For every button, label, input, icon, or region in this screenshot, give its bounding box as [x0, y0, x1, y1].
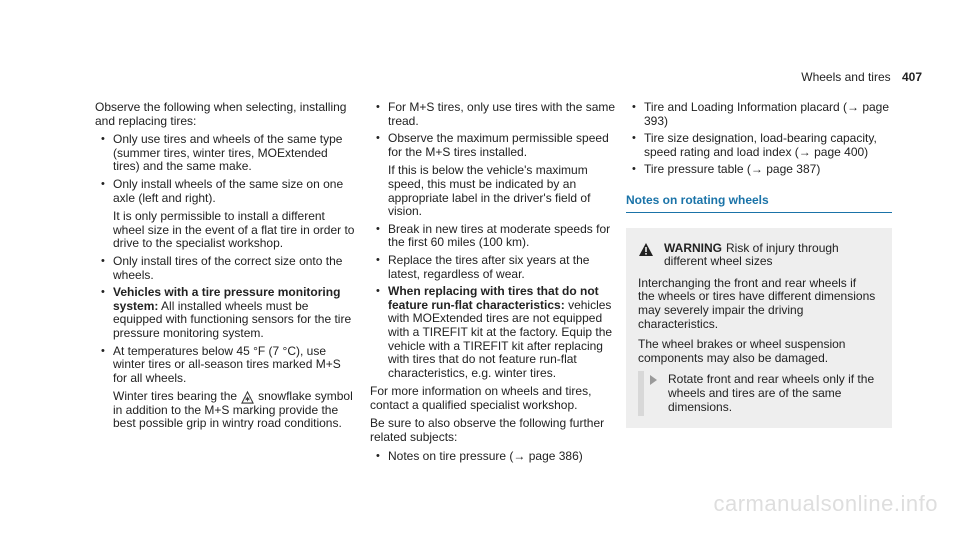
- ms-tire-list: [370, 101, 620, 380]
- warning-triangle-icon: [638, 242, 654, 257]
- warning-box: [626, 228, 892, 429]
- list-item: • Vehicles with a tire pressure monitoring system: All installed wheels must be equipped with functioning sensors for the tire pressure monitoring system.: [95, 286, 357, 340]
- list-item: • Replace the tires after six years at the latest, regardless of wear.: [370, 254, 620, 281]
- list-item: • Observe the maximum permissible speed for the M+S tires installed. If this is below the vehicle's maximum speed, this must be indicated by an appropriate label in the driver's field of vision.: [370, 132, 620, 219]
- list-item: • Only use tires and wheels of the same type (summer tires, winter tires, MOExtended tires) and the same make.: [95, 133, 357, 174]
- info-paragraph: For more information on wheels and tires, contact a qualified specialist workshop.: [370, 384, 592, 412]
- intro-paragraph: Observe the following when selecting, installing and replacing tires:: [95, 100, 347, 128]
- watermark: carmanualsonline.info: [713, 491, 938, 516]
- related-subjects-list: [370, 450, 620, 464]
- list-item: • Notes on tire pressure (→ page 386): [370, 450, 620, 464]
- section-heading: Notes on rotating wheels: [626, 194, 892, 213]
- list-item: • For M+S tires, only use tires with the same tread.: [370, 101, 620, 128]
- section-title: Wheels and tires: [801, 70, 891, 84]
- list-item: • At temperatures below 45 °F (7 °C), use winter tires or all-season tires marked M+S for all wheels. Winter tires bearing the snowflake symbol in addition to the M+S marking provide the best possible grip in wintry road conditions.: [95, 345, 357, 432]
- page-number: 407: [901, 70, 922, 84]
- list-item: • Only install wheels of the same size on one axle (left and right). It is only permissible to install a different wheel size in the event of a flat tire in order to drive to the specialist workshop.: [95, 178, 357, 251]
- list-item-note: It is only permissible to install a different wheel size in the event of a flat tire in order to drive to the specialist workshop.: [113, 209, 355, 251]
- warning-header: [638, 242, 876, 269]
- page-header: [801, 70, 922, 84]
- warning-title: Risk of injury through different wheel sizes: [664, 240, 839, 269]
- column-middle: [370, 101, 620, 468]
- snowflake-mountain-icon: [241, 391, 254, 404]
- action-arrow-icon: [650, 375, 657, 385]
- warning-label: WARNING: [664, 240, 722, 255]
- list-item-note: If this is below the vehicle's maximum speed, this must be indicated by an appropriate label in the driver's field of vision.: [388, 163, 591, 219]
- list-item: • Tire and Loading Information placard (→ page 393): [626, 101, 892, 128]
- related-subjects-list-continued: [626, 101, 892, 177]
- list-item: • When replacing with tires that do not feature run-flat characteristics: vehicles with MOExtended tires are not equipped with a TIREFIT kit at the factory. Equip the vehicle with a TIREFIT kit after replacing with tires that do not feature run-flat characteristics, e.g. winter tires.: [370, 285, 620, 380]
- warning-text: The wheel brakes or wheel suspension components may also be damaged.: [638, 337, 846, 365]
- column-right: [626, 101, 892, 428]
- selection-list: [95, 133, 357, 431]
- list-item: • Tire pressure table (→ page 387): [626, 163, 892, 177]
- column-left: [95, 101, 357, 436]
- warning-action: Rotate front and rear wheels only if the wheels and tires are of the same dimensions.: [638, 373, 876, 414]
- list-item: • Only install tires of the correct size onto the wheels.: [95, 255, 357, 282]
- list-item: • Break in new tires at moderate speeds for the first 60 miles (100 km).: [370, 223, 620, 250]
- winter-tire-note: Winter tires bearing the snowflake symbol in addition to the M+S marking provide the best possible grip in wintry road conditions.: [113, 389, 353, 431]
- list-item: • Tire size designation, load-bearing capacity, speed rating and load index (→ page 400): [626, 132, 892, 159]
- related-paragraph: Be sure to also observe the following further related subjects:: [370, 416, 605, 445]
- warning-text: Interchanging the front and rear wheels if the wheels or tires have different dimensions may severely impair the driving characteristics.: [638, 275, 876, 331]
